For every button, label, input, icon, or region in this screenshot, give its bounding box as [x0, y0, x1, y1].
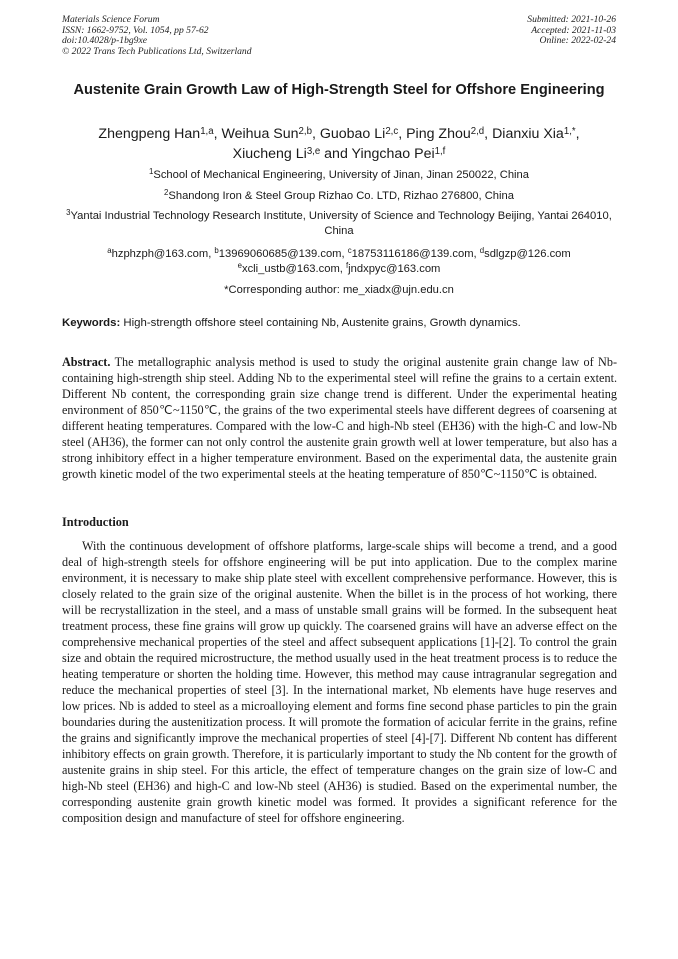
email-list: $^a$hzphzph@163.com, $^b$13969060685@139.com, $^c$18753116186@139.com, $^d$sdlgzp@126.com $^e$xcli_ustb@163.com, $^f$jndxpyc@163.com — [107, 246, 571, 275]
abstract — [62, 354, 617, 482]
email-d[interactable]: sdlgzp@126.com — [484, 248, 571, 260]
author: Guobao Li$^{2,c}$ — [319, 125, 399, 142]
abstract-label: Abstract. — [62, 355, 111, 369]
issn-line: ISSN: 1662-9752, Vol. 1054, pp 57-62 — [62, 24, 209, 36]
introduction-paragraph: With the continuous development of offshore platforms, large-scale ships will become a trend, and a good deal of high-strength steels for offshore engineering will be put into application. Due to the complex marine environment, it is necessary to make ship plate steel with excellent comprehensive performance. However, this is closely related to the grain size of the original austenite. When the billet is in the process of hot working, there will be recrystallization in the steel, and a mass of unstable small grains will be formed. In the subsequent heat treatment process, these fine grains will grow up quickly. The coarsened grains will have an adverse effect on the comprehensive mechanical properties of the steel and affect subsequent applications [1]-[2]. To control the grain size and obtain the required microstructure, the method usually used in the heat treatment process is to reduce the heating temperature or shorten the holding time. However, this method may cause intragranular segregation and reduce the mechanical properties of steel [3]. In the international market, Nb elements have huge reserves and low prices. Nb is added to steel as a microalloying element and forms fine second phase particles to pin the grain boundaries during the austenitization process. It will promote the formation of acicular ferrite in the grains, refine the grains and significantly improve the mechanical properties of steel [4]-[7]. Different Nb content has different inhibitory effects on grain growth. Therefore, it is particularly important to study the Nb content for the growth of austenite grains in ship steel. For this article, the effect of temperature changes on the grain size of low-C and high-Nb steel (EH36) and high-C and low-Nb steel (AH36) is studied. Based on the experimental number, the corresponding austenite grain growth kinetic model was formed. It provides a significant reference for the composition design and manufacture of steel for offshore engineering. — [62, 539, 617, 825]
copyright-line: © 2022 Trans Tech Publications Ltd, Switzerland — [62, 45, 252, 57]
affiliation-3: $^3$Yantai Industrial Technology Research Institute, University of Science and Technology Beijing, Yantai 264010, China — [66, 208, 612, 237]
author: Yingchao Pei$^{1,f}$ — [351, 145, 446, 162]
section-heading-introduction: Introduction — [62, 515, 129, 529]
author: Weihua Sun$^{2,b}$ — [221, 125, 312, 142]
author: Dianxiu Xia$^{1,*}$ — [492, 125, 576, 142]
author-list: Zhengpeng Han$^{1,a}$, Weihua Sun$^{2,b}$, Guobao Li$^{2,c}$, Ping Zhou$^{2,d}$, Dianxiu Xia$^{1,*}$, Xiucheng Li$^{3,e}$ and Yingchao Pei$^{1,f}$ — [98, 125, 580, 162]
email-c[interactable]: 18753116186@139.com — [351, 248, 474, 260]
abstract-text: The metallographic analysis method is used to study the original austenite grain change law of Nb-containing high-strength ship steel. Adding Nb to the experimental steel will refine the grains to a certain extent. Different Nb content, the corresponding grain size change trend is different. Under the experimental heating environment of 850℃~1150℃, the grains of the two experimental steels have different degrees of coarsening at different heating temperatures. Compared with the low-C and high-Nb steel (EH36) with the high-C and low-Nb steel (AH36), the former can not only control the austenite grain growth well at lower temperature, but also has a strong inhibitory effect in a higher temperature environment. Based on the experimental data, the austenite grain growth kinetic model of the two experimental steels at the heating temperature of 850℃~1150℃ is obtained. — [62, 355, 617, 481]
keywords-label: Keywords: — [62, 317, 121, 329]
submitted-date: Submitted: 2021-10-26 — [527, 14, 616, 25]
keywords — [62, 316, 622, 331]
author: Xiucheng Li$^{3,e}$ — [232, 145, 321, 162]
doi-line: doi:10.4028/p-1bg9xe — [62, 35, 147, 47]
dates-info — [527, 15, 616, 47]
journal-name: Materials Science Forum — [62, 14, 160, 25]
email-f[interactable]: jndxpyc@163.com — [348, 263, 441, 275]
affiliation-1: $^1$School of Mechanical Engineering, University of Jinan, Jinan 250022, China — [149, 167, 529, 181]
email-e[interactable]: xcli_ustb@163.com — [241, 263, 340, 275]
accepted-date: Accepted: 2021-11-03 — [531, 24, 616, 36]
email-a[interactable]: hzphzph@163.com — [111, 248, 209, 260]
email-b[interactable]: 13969060685@139.com — [218, 248, 342, 260]
keywords-text: High-strength offshore steel containing Nb, Austenite grains, Growth dynamics. — [123, 317, 521, 329]
author: Ping Zhou$^{2,d}$ — [406, 125, 485, 142]
online-date: Online: 2022-02-24 — [539, 35, 616, 47]
paper-title: Austenite Grain Growth Law of High-Strength Steel for Offshore Engineering — [73, 82, 605, 98]
corresponding-author: *Corresponding author: me_xiadx@ujn.edu.cn — [224, 284, 454, 296]
affiliation-2: $^2$Shandong Iron & Steel Group Rizhao Co. LTD, Rizhao 276800, China — [164, 188, 514, 202]
author: Zhengpeng Han$^{1,a}$ — [98, 125, 214, 142]
publication-info — [62, 15, 252, 57]
